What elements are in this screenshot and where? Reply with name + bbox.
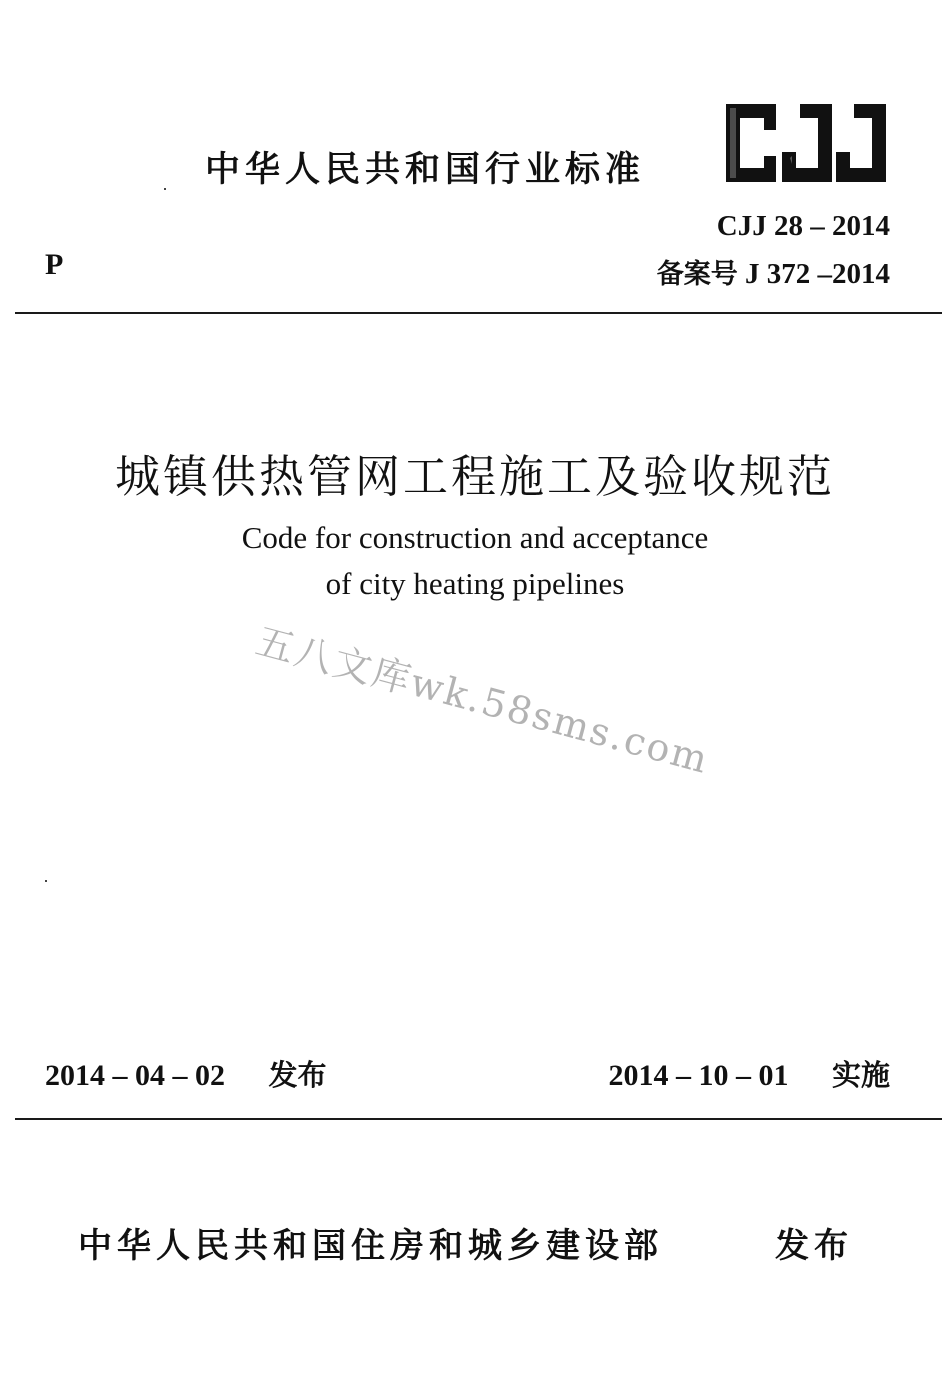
standard-code: CJJ 28 – 2014 xyxy=(716,210,890,242)
effective-date-row xyxy=(608,1053,890,1094)
scan-speck xyxy=(164,188,166,190)
title-chinese: 城镇供热管网工程施工及验收规范 xyxy=(114,450,835,503)
publisher-name: 中华人民共和国住房和城乡建设部 xyxy=(78,1226,663,1266)
record-number-line xyxy=(657,252,890,291)
record-number: J 372 –2014 xyxy=(745,258,890,290)
cjj-logo xyxy=(720,100,890,186)
effective-label: 实施 xyxy=(831,1058,890,1092)
record-label: 备案号 xyxy=(656,259,738,290)
standard-type-heading: 中华人民共和国行业标准 xyxy=(205,150,646,190)
publisher-action: 发布 xyxy=(775,1226,853,1266)
category-letter: P xyxy=(45,248,64,281)
issue-label: 发布 xyxy=(268,1058,327,1092)
title-english-line2: of city heating pipelines xyxy=(325,566,625,601)
issue-date-row xyxy=(45,1053,327,1094)
bottom-divider xyxy=(15,1118,942,1120)
top-divider xyxy=(15,312,942,314)
title-english-line1: Code for construction and acceptance xyxy=(241,520,709,555)
watermark: 五八文库wk.58sms.com xyxy=(251,618,715,783)
scan-speck xyxy=(45,880,47,882)
issue-date: 2014 – 04 – 02 xyxy=(45,1059,225,1092)
effective-date: 2014 – 10 – 01 xyxy=(608,1059,789,1092)
